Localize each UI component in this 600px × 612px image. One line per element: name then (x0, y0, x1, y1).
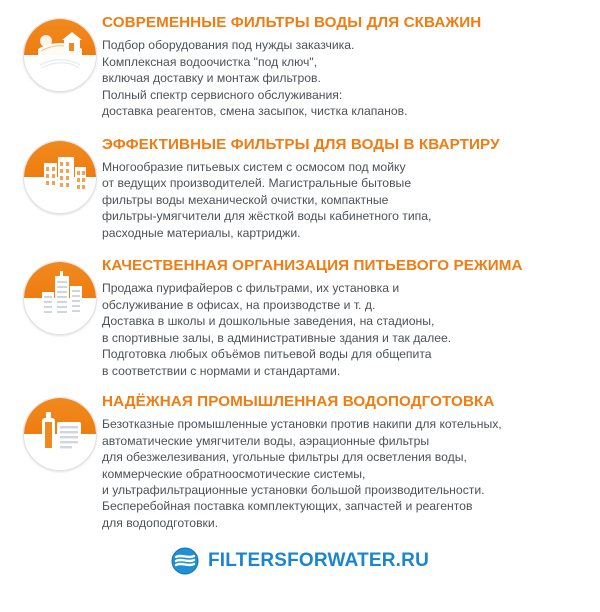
office-towers-icon (23, 261, 97, 335)
text-container (102, 12, 590, 120)
text-container (102, 391, 590, 531)
promo-page (0, 12, 600, 612)
section-body: Продажа пурифайеров с фильтрами, их установка и обслуживание в офисах, на производстве и т. д. Доставка в школы и дошкольные заведения, на стадионы, в спортивные залы, в административные здания и так далее. Подготовка любых объёмов питьевой воды для общепита в соответствии с нормами и стандартами. (102, 281, 452, 378)
section-heading: СОВРЕМЕННЫЕ ФИЛЬТРЫ ВОДЫ ДЛЯ СКВАЖИН (102, 14, 482, 31)
text-container (102, 255, 590, 379)
industrial-filter-glyph (24, 398, 96, 470)
apartment-building-icon (23, 140, 97, 214)
office-towers-glyph (24, 262, 96, 334)
section-body: Многообразие питьевых систем с осмосом под мойку от ведущих производителей. Магистральные бытовые фильтры воды механической очистки, компактные фильтры-умягчители для жёсткой воды кабинетного типа, расходные материалы, картриджи. (102, 159, 432, 240)
water-swirl-logo-icon (171, 547, 199, 575)
section-heading: КАЧЕСТВЕННАЯ ОРГАНИЗАЦИЯ ПИТЬЕВОГО РЕЖИМА (102, 257, 523, 274)
apartment-building-glyph (24, 141, 96, 213)
icon-container (18, 255, 102, 335)
icon-container (18, 391, 102, 471)
section-heading: НАДЁЖНАЯ ПРОМЫШЛЕННАЯ ВОДОПОДГОТОВКА (102, 392, 495, 410)
section-wells-filters (0, 12, 600, 120)
site-logo[interactable] (0, 547, 600, 575)
section-body: Подбор оборудования под нужды заказчика. Комплексная водоочистка "под ключ", включая доставку и монтаж фильтров. Полный спектр сервисного обслуживания: доставка реагентов, смена засыпок, чистка клапанов. (102, 38, 408, 119)
industrial-filter-icon (23, 397, 97, 471)
logo-text: FILTERSFORWATER.RU (207, 550, 430, 572)
section-heading: ЭФФЕКТИВНЫЕ ФИЛЬТРЫ ДЛЯ ВОДЫ В КВАРТИРУ (102, 135, 500, 153)
icon-container (18, 12, 102, 92)
section-drinking-regime (0, 255, 600, 379)
icon-container (18, 134, 102, 214)
section-apartment-filters (0, 134, 600, 242)
section-industrial-treatment (0, 391, 600, 531)
section-body: Безотказные промышленные установки против накипи для котельных, автоматические умягчители воды, аэрационные фильтры для обезжелезивания, угольные фильтры для осветления воды, коммерческие обратноосмотические системы, и ультрафильтрационные установки большой производительности. Бесперебойная поставка комплектующих, запчастей и реагентов для водоподготовки. (102, 417, 502, 530)
farm-field-icon (23, 18, 97, 92)
text-container (102, 134, 590, 242)
farm-field-glyph (24, 19, 96, 91)
